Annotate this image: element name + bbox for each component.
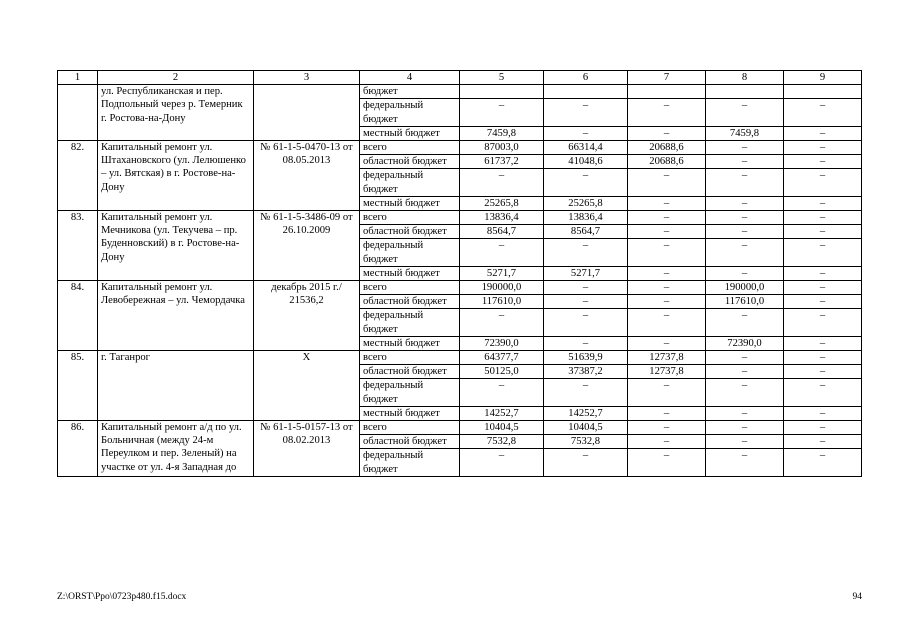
amount-cell: 50125,0 xyxy=(460,365,544,379)
funding-source: местный бюджет xyxy=(360,196,460,210)
document-ref: X xyxy=(254,351,360,421)
amount-cell: – xyxy=(784,365,862,379)
header-cell: 5 xyxy=(460,71,544,85)
amount-cell: 7532,8 xyxy=(460,435,544,449)
amount-cell: 190000,0 xyxy=(460,281,544,295)
table-row xyxy=(58,351,862,365)
funding-source: всего xyxy=(360,421,460,435)
amount-cell: – xyxy=(784,126,862,140)
amount-cell xyxy=(784,85,862,99)
amount-cell: – xyxy=(628,266,706,280)
amount-cell: – xyxy=(460,169,544,196)
header-cell: 1 xyxy=(58,71,98,85)
amount-cell: – xyxy=(628,449,706,476)
amount-cell: – xyxy=(784,421,862,435)
object-name: г. Таганрог xyxy=(98,351,254,421)
amount-cell: – xyxy=(784,379,862,406)
funding-source: федеральный бюджет xyxy=(360,449,460,476)
amount-cell: – xyxy=(544,379,628,406)
amount-cell: – xyxy=(784,435,862,449)
amount-cell: 8564,7 xyxy=(460,225,544,239)
funding-source: областной бюджет xyxy=(360,155,460,169)
document-ref: № 61-1-5-3486-09 от 26.10.2009 xyxy=(254,211,360,281)
amount-cell: – xyxy=(784,239,862,266)
amount-cell: 87003,0 xyxy=(460,141,544,155)
amount-cell: – xyxy=(706,169,784,196)
amount-cell: – xyxy=(544,449,628,476)
amount-cell: 14252,7 xyxy=(544,406,628,420)
amount-cell: 12737,8 xyxy=(628,351,706,365)
table-row xyxy=(58,421,862,435)
amount-cell: – xyxy=(784,351,862,365)
amount-cell: 20688,6 xyxy=(628,141,706,155)
amount-cell: – xyxy=(628,421,706,435)
amount-cell: 10404,5 xyxy=(460,421,544,435)
amount-cell: 72390,0 xyxy=(706,336,784,350)
amount-cell: – xyxy=(706,225,784,239)
amount-cell: 20688,6 xyxy=(628,155,706,169)
amount-cell: 37387,2 xyxy=(544,365,628,379)
object-name: Капитальный ремонт ул. Штахановского (ул. Лелюшенко – ул. Вятская) в г. Ростове-на-Дону xyxy=(98,141,254,211)
document-ref: № 61-1-5-0157-13 от 08.02.2013 xyxy=(254,421,360,477)
amount-cell: 61737,2 xyxy=(460,155,544,169)
amount-cell xyxy=(460,85,544,99)
amount-cell: – xyxy=(460,239,544,266)
amount-cell: 117610,0 xyxy=(460,295,544,309)
header-cell: 7 xyxy=(628,71,706,85)
amount-cell: – xyxy=(784,449,862,476)
amount-cell: – xyxy=(784,211,862,225)
object-name: Капитальный ремонт а/д по ул. Больничная (между 24-м Переулком и пер. Зеленый) на участке от ул. 4-я Западная до xyxy=(98,421,254,477)
amount-cell: 51639,9 xyxy=(544,351,628,365)
amount-cell: – xyxy=(784,99,862,126)
header-row xyxy=(58,71,862,85)
amount-cell: – xyxy=(784,266,862,280)
amount-cell xyxy=(706,85,784,99)
header-cell: 4 xyxy=(360,71,460,85)
amount-cell: – xyxy=(628,169,706,196)
object-name: ул. Республиканская и пер. Подпольный через р. Темерник г. Ростова-на-Дону xyxy=(98,85,254,141)
amount-cell: – xyxy=(706,435,784,449)
amount-cell: – xyxy=(628,295,706,309)
amount-cell: 13836,4 xyxy=(544,211,628,225)
amount-cell: – xyxy=(706,449,784,476)
amount-cell: – xyxy=(628,225,706,239)
funding-source: областной бюджет xyxy=(360,225,460,239)
amount-cell: – xyxy=(784,309,862,336)
amount-cell: – xyxy=(784,406,862,420)
amount-cell: 14252,7 xyxy=(460,406,544,420)
document-ref: декабрь 2015 г./ 21536,2 xyxy=(254,281,360,351)
funding-source: областной бюджет xyxy=(360,365,460,379)
document-ref xyxy=(254,85,360,141)
amount-cell: – xyxy=(544,126,628,140)
amount-cell: 8564,7 xyxy=(544,225,628,239)
header-cell: 9 xyxy=(784,71,862,85)
header-cell: 8 xyxy=(706,71,784,85)
amount-cell: 7532,8 xyxy=(544,435,628,449)
funding-source: всего xyxy=(360,281,460,295)
funding-source: местный бюджет xyxy=(360,266,460,280)
footer-file-path: Z:\ORST\Ppo\0723p480.f15.docx xyxy=(57,592,187,602)
amount-cell: 41048,6 xyxy=(544,155,628,169)
amount-cell: – xyxy=(544,99,628,126)
amount-cell: 13836,4 xyxy=(460,211,544,225)
amount-cell: – xyxy=(628,126,706,140)
amount-cell: – xyxy=(706,309,784,336)
amount-cell: – xyxy=(784,336,862,350)
amount-cell: – xyxy=(628,309,706,336)
amount-cell: – xyxy=(628,99,706,126)
funding-source: федеральный бюджет xyxy=(360,239,460,266)
amount-cell: 117610,0 xyxy=(706,295,784,309)
funding-source: всего xyxy=(360,351,460,365)
amount-cell: – xyxy=(628,211,706,225)
row-number xyxy=(58,85,98,141)
amount-cell: 190000,0 xyxy=(706,281,784,295)
funding-source: местный бюджет xyxy=(360,336,460,350)
amount-cell: 5271,7 xyxy=(544,266,628,280)
object-name: Капитальный ремонт ул. Мечникова (ул. Текучева – пр. Буденновский) в г. Ростове-на-Дону xyxy=(98,211,254,281)
object-name: Капитальный ремонт ул. Левобережная – ул. Чемордачка xyxy=(98,281,254,351)
table-row xyxy=(58,211,862,225)
amount-cell: – xyxy=(706,239,784,266)
amount-cell: – xyxy=(706,141,784,155)
amount-cell xyxy=(544,85,628,99)
amount-cell: 72390,0 xyxy=(460,336,544,350)
table-row xyxy=(58,141,862,155)
amount-cell: – xyxy=(544,239,628,266)
amount-cell: – xyxy=(706,365,784,379)
header-cell: 3 xyxy=(254,71,360,85)
row-number: 84. xyxy=(58,281,98,351)
amount-cell: – xyxy=(706,379,784,406)
amount-cell: – xyxy=(784,196,862,210)
amount-cell: – xyxy=(706,406,784,420)
funding-source: областной бюджет xyxy=(360,295,460,309)
amount-cell: – xyxy=(460,449,544,476)
amount-cell: 66314,4 xyxy=(544,141,628,155)
amount-cell: – xyxy=(544,309,628,336)
document-ref: № 61-1-5-0470-13 от 08.05.2013 xyxy=(254,141,360,211)
amount-cell xyxy=(628,85,706,99)
amount-cell: 12737,8 xyxy=(628,365,706,379)
amount-cell: – xyxy=(784,225,862,239)
amount-cell: 25265,8 xyxy=(544,196,628,210)
amount-cell: – xyxy=(628,239,706,266)
amount-cell: – xyxy=(706,155,784,169)
funding-source: федеральный бюджет xyxy=(360,99,460,126)
amount-cell: – xyxy=(784,281,862,295)
amount-cell: – xyxy=(784,155,862,169)
amount-cell: 10404,5 xyxy=(544,421,628,435)
funding-source: всего xyxy=(360,211,460,225)
amount-cell: – xyxy=(706,99,784,126)
funding-source: местный бюджет xyxy=(360,406,460,420)
amount-cell: – xyxy=(460,99,544,126)
amount-cell: – xyxy=(460,309,544,336)
amount-cell: – xyxy=(706,351,784,365)
budget-table xyxy=(57,70,862,477)
funding-source: местный бюджет xyxy=(360,126,460,140)
amount-cell: – xyxy=(706,266,784,280)
header-cell: 2 xyxy=(98,71,254,85)
amount-cell: – xyxy=(544,281,628,295)
row-number: 82. xyxy=(58,141,98,211)
amount-cell: 7459,8 xyxy=(460,126,544,140)
table-row xyxy=(58,281,862,295)
amount-cell: – xyxy=(784,141,862,155)
footer-page-number: 94 xyxy=(852,592,862,602)
amount-cell: – xyxy=(706,421,784,435)
amount-cell: 64377,7 xyxy=(460,351,544,365)
row-number: 85. xyxy=(58,351,98,421)
amount-cell: – xyxy=(544,169,628,196)
funding-source: областной бюджет xyxy=(360,435,460,449)
amount-cell: – xyxy=(784,169,862,196)
row-number: 86. xyxy=(58,421,98,477)
funding-source: бюджет xyxy=(360,85,460,99)
amount-cell: – xyxy=(784,295,862,309)
amount-cell: – xyxy=(628,435,706,449)
amount-cell: – xyxy=(628,336,706,350)
amount-cell: 25265,8 xyxy=(460,196,544,210)
amount-cell: – xyxy=(460,379,544,406)
amount-cell: – xyxy=(706,211,784,225)
row-number: 83. xyxy=(58,211,98,281)
funding-source: федеральный бюджет xyxy=(360,309,460,336)
amount-cell: 7459,8 xyxy=(706,126,784,140)
amount-cell: – xyxy=(706,196,784,210)
header-cell: 6 xyxy=(544,71,628,85)
amount-cell: – xyxy=(628,281,706,295)
funding-source: федеральный бюджет xyxy=(360,169,460,196)
funding-source: всего xyxy=(360,141,460,155)
amount-cell: – xyxy=(628,379,706,406)
amount-cell: – xyxy=(628,196,706,210)
amount-cell: – xyxy=(544,336,628,350)
amount-cell: – xyxy=(628,406,706,420)
funding-source: федеральный бюджет xyxy=(360,379,460,406)
amount-cell: 5271,7 xyxy=(460,266,544,280)
amount-cell: – xyxy=(544,295,628,309)
table-row xyxy=(58,85,862,99)
